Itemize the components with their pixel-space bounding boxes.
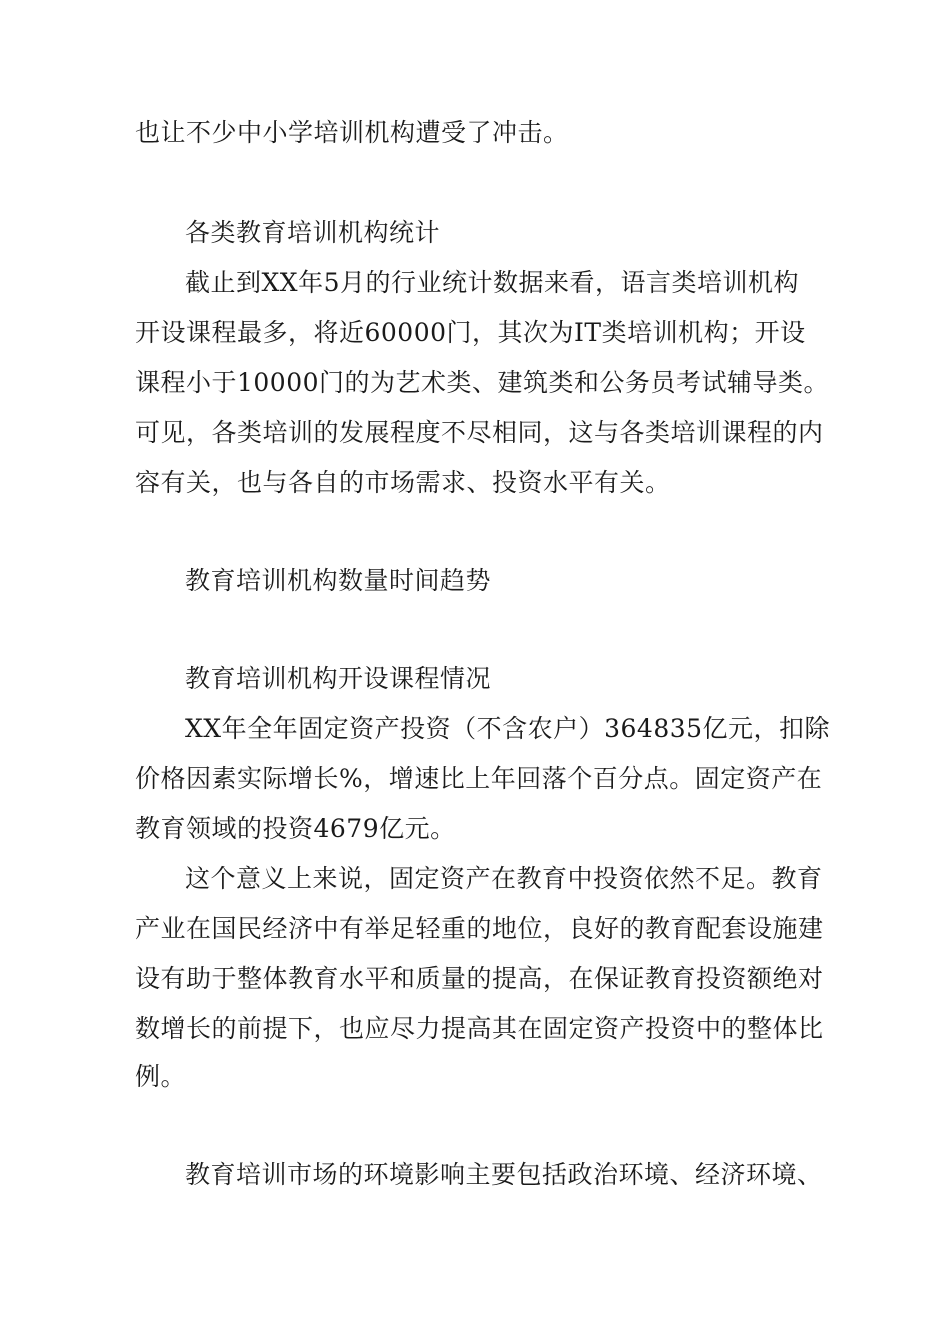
paragraph-line: 价格因素实际增长%，增速比上年回落个百分点。固定资产在: [135, 764, 823, 793]
paragraph-line: 课程小于10000门的为艺术类、建筑类和公务员考试辅导类。: [135, 368, 830, 397]
paragraph-line: 这个意义上来说，固定资产在教育中投资依然不足。教育: [185, 864, 823, 893]
paragraph-line: XX年全年固定资产投资（不含农户）364835亿元，扣除: [185, 714, 831, 743]
paragraph-line: 截止到XX年5月的行业统计数据来看，语言类培训机构: [185, 268, 800, 297]
paragraph-line: 例。: [135, 1062, 187, 1091]
paragraph-line: 数增长的前提下，也应尽力提高其在固定资产投资中的整体比: [135, 1014, 824, 1043]
paragraph-line: 也让不少中小学培训机构遭受了冲击。: [135, 118, 569, 147]
paragraph-line: 产业在国民经济中有举足轻重的地位，良好的教育配套设施建: [135, 914, 824, 943]
paragraph-line: 设有助于整体教育水平和质量的提高，在保证教育投资额绝对: [135, 964, 824, 993]
paragraph-line: 容有关，也与各自的市场需求、投资水平有关。: [135, 468, 671, 497]
paragraph-line: 教育培训市场的环境影响主要包括政治环境、经济环境、: [185, 1160, 823, 1189]
paragraph-line: 可见，各类培训的发展程度不尽相同，这与各类培训课程的内: [135, 418, 824, 447]
section-heading: 教育培训机构开设课程情况: [185, 664, 492, 693]
section-heading: 各类教育培训机构统计: [185, 218, 441, 247]
paragraph-line: 开设课程最多，将近60000门，其次为IT类培训机构；开设: [135, 318, 806, 347]
section-heading: 教育培训机构数量时间趋势: [185, 566, 492, 595]
paragraph-line: 教育领域的投资4679亿元。: [135, 814, 456, 843]
